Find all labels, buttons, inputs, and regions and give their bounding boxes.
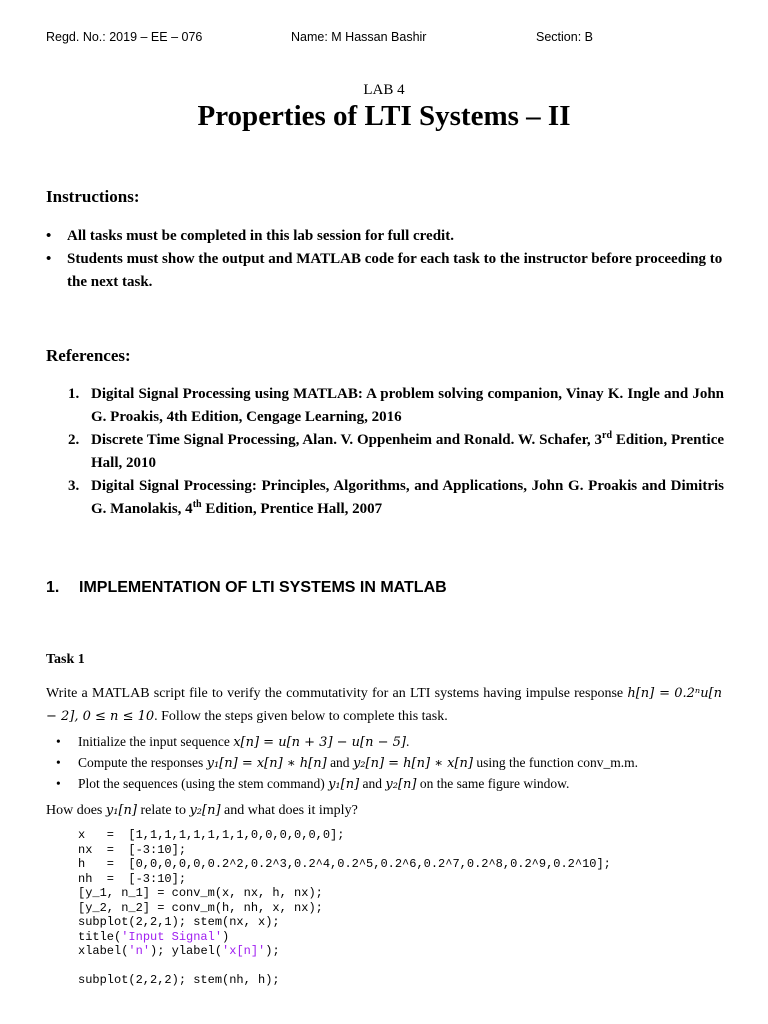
- code-line: nx = [-3:10];: [78, 842, 187, 857]
- task-intro: [46, 682, 722, 728]
- math-expression: y₂[n]: [385, 777, 417, 792]
- reference-text: Digital Signal Processing: Principles, Algorithms, and Applications, John G. Proakis and Dimitris G. Manolakis, 4: [91, 478, 724, 517]
- math-expression: y₂[n]: [189, 803, 221, 818]
- section-heading: [46, 579, 447, 597]
- instructions-list: [46, 225, 736, 294]
- code-line: nh = [-3:10];: [78, 871, 187, 886]
- step-text: using the function conv_m.m.: [473, 755, 638, 770]
- instruction-item: • Students must show the output and MATLAB code for each task to the instructor before proceeding to the next task.: [46, 248, 736, 294]
- math-expression: y₁[n] = x[n] ∗ h[n]: [206, 756, 327, 771]
- math-expression: y₁[n]: [328, 777, 360, 792]
- references-list: [68, 383, 724, 521]
- step-item: [56, 753, 716, 774]
- reference-text: Edition, Prentice Hall, 2010: [91, 432, 725, 471]
- code-token: xlabel(: [78, 944, 129, 958]
- code-line: h = [0,0,0,0,0,0.2^2,0.2^3,0.2^4,0.2^5,0.2^6,0.2^7,0.2^8,0.2^9,0.2^10];: [78, 857, 611, 871]
- task-intro-text: Write a MATLAB script file to verify the commutativity for an LTI systems having impulse response: [46, 686, 628, 701]
- reference-item: [68, 475, 724, 521]
- document-title: Properties of LTI Systems – II: [197, 100, 571, 132]
- math-expression: y₂[n] = h[n] ∗ x[n]: [352, 756, 474, 771]
- math-expression: y₁[n]: [105, 803, 137, 818]
- code-string: 'n': [128, 944, 151, 958]
- reference-text: Digital Signal Processing using MATLAB: A problem solving companion, Vinay K. Ingle and John G. Proakis, 4th Edition, Cengage Learning, 2016: [91, 386, 724, 425]
- math-expression: h[n] =: [627, 686, 671, 701]
- reference-text: Discrete Time Signal Processing, Alan. V. Oppenheim and Ronald. W. Schafer, 3: [91, 432, 603, 448]
- code-line: [y_2, n_2] = conv_m(h, nh, x, nx);: [78, 900, 323, 915]
- code-line: [78, 944, 280, 958]
- step-text: and: [326, 755, 353, 770]
- code-line: x = [1,1,1,1,1,1,1,1,0,0,0,0,0,0];: [78, 828, 345, 842]
- code-token: title(: [78, 929, 122, 944]
- code-line: [78, 930, 229, 944]
- references-heading: References:: [46, 346, 131, 365]
- regd-number: Regd. No.: 2019 – EE – 076: [46, 30, 203, 44]
- math-expression: 0.2ⁿu[n − 2], 0 ≤ n ≤ 10: [46, 686, 723, 724]
- step-text: .: [406, 734, 410, 749]
- reference-text: Edition, Prentice Hall, 2007: [201, 501, 383, 517]
- step-item: [56, 732, 716, 753]
- task-steps: [56, 732, 716, 795]
- student-name: Name: M Hassan Bashir: [291, 30, 427, 44]
- question-text: How does: [46, 803, 106, 818]
- task-intro-text: . Follow the steps given below to complete this task.: [154, 709, 448, 724]
- ordinal-suffix: th: [192, 499, 202, 510]
- instruction-item: • All tasks must be completed in this lab session for full credit.: [46, 225, 736, 248]
- reference-number: 1.: [68, 386, 80, 402]
- section-label: Section: B: [536, 30, 593, 44]
- task-heading: Task 1: [46, 652, 85, 667]
- matlab-code-block: [78, 828, 611, 988]
- reference-number: 3.: [68, 478, 80, 494]
- step-text: Compute the responses: [78, 755, 207, 770]
- step-item: [56, 774, 716, 795]
- code-token: ); ylabel(: [150, 944, 223, 958]
- instructions-heading: Instructions:: [46, 187, 140, 206]
- math-expression: x[n] = u[n + 3] − u[n − 5]: [233, 735, 406, 750]
- section-title: IMPLEMENTATION OF LTI SYSTEMS IN MATLAB: [79, 579, 447, 596]
- reference-item: [68, 383, 724, 429]
- lab-number: LAB 4: [363, 82, 405, 98]
- task-question: [46, 799, 722, 822]
- step-text: and: [359, 776, 386, 791]
- code-line: [y_1, n_1] = conv_m(x, nx, h, nx);: [78, 886, 323, 900]
- step-text: on the same figure window.: [416, 776, 570, 791]
- ordinal-suffix: rd: [602, 430, 613, 441]
- code-line: subplot(2,2,2); stem(nh, h);: [78, 973, 280, 987]
- question-text: relate to: [136, 803, 190, 818]
- code-string: 'x[n]': [222, 944, 266, 958]
- step-text: Plot the sequences (using the stem command): [78, 776, 329, 791]
- step-text: Initialize the input sequence: [78, 734, 234, 749]
- section-number: 1.: [46, 579, 60, 596]
- code-string: 'Input Signal': [121, 929, 223, 944]
- reference-item: [68, 429, 724, 475]
- reference-number: 2.: [68, 432, 80, 448]
- question-text: and what does it imply?: [220, 803, 358, 818]
- code-token: ): [222, 929, 230, 944]
- code-token: );: [265, 944, 280, 958]
- code-line: subplot(2,2,1); stem(nx, x);: [78, 915, 280, 929]
